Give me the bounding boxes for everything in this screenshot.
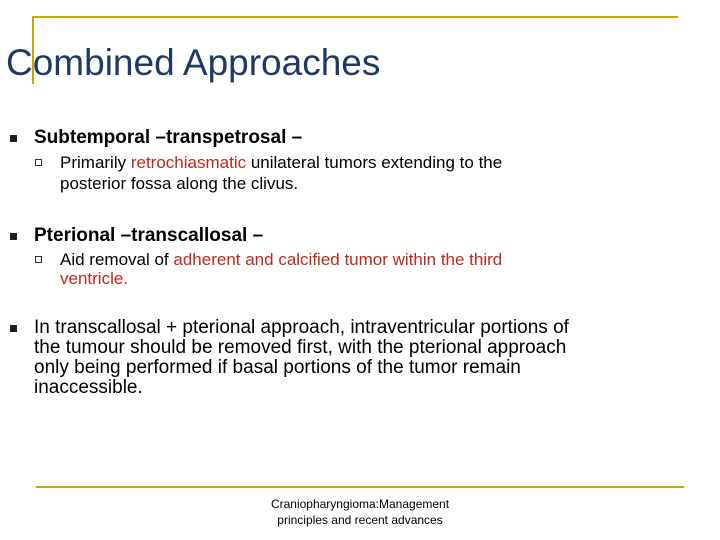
bullet-marker-3 [10, 325, 17, 332]
bullet-marker-1 [10, 135, 17, 142]
bullet-1-sub-text-post: unilateral tumors extending to the [246, 153, 503, 172]
bullet-1-sub-line-1 [60, 153, 502, 173]
bullet-1-sub-text-pre: Primarily [60, 153, 131, 172]
footer-rule [36, 486, 684, 488]
bullet-2-sub-line-1 [60, 250, 502, 270]
sub-bullet-marker-2 [35, 256, 42, 263]
footer-caption [240, 496, 480, 528]
bullet-1-sub-line-2: posterior fossa along the clivus. [60, 174, 299, 193]
bullet-2-heading: Pterional –transcallosal – [34, 225, 264, 246]
bullet-2-sub-text-pre: Aid removal of [60, 250, 174, 269]
footer-line-2: principles and recent advances [277, 513, 443, 527]
sub-bullet-marker-1 [35, 159, 42, 166]
bullet-2-sub-text-highlight: adherent and calcified tumor within the third [173, 250, 503, 269]
slide-title: Combined Approaches [6, 42, 381, 83]
bullet-3-line-3: only being performed if basal portions of the tumor remain [34, 357, 521, 378]
top-rule [32, 16, 678, 18]
bullet-marker-2 [10, 233, 17, 240]
bullet-2-sub-line-2: ventricle. [60, 269, 129, 288]
bullet-1-sub-text-highlight: retrochiasmatic [130, 153, 247, 172]
bullet-3-line-4: inaccessible. [34, 377, 143, 398]
bullet-3-line-1: In transcallosal + pterional approach, intraventricular portions of [34, 317, 569, 338]
bullet-3-line-2: the tumour should be removed first, with the pterional approach [34, 337, 567, 358]
bullet-1-heading: Subtemporal –transpetrosal – [34, 127, 303, 148]
footer-line-1: Craniopharyngioma:Management [270, 497, 450, 511]
